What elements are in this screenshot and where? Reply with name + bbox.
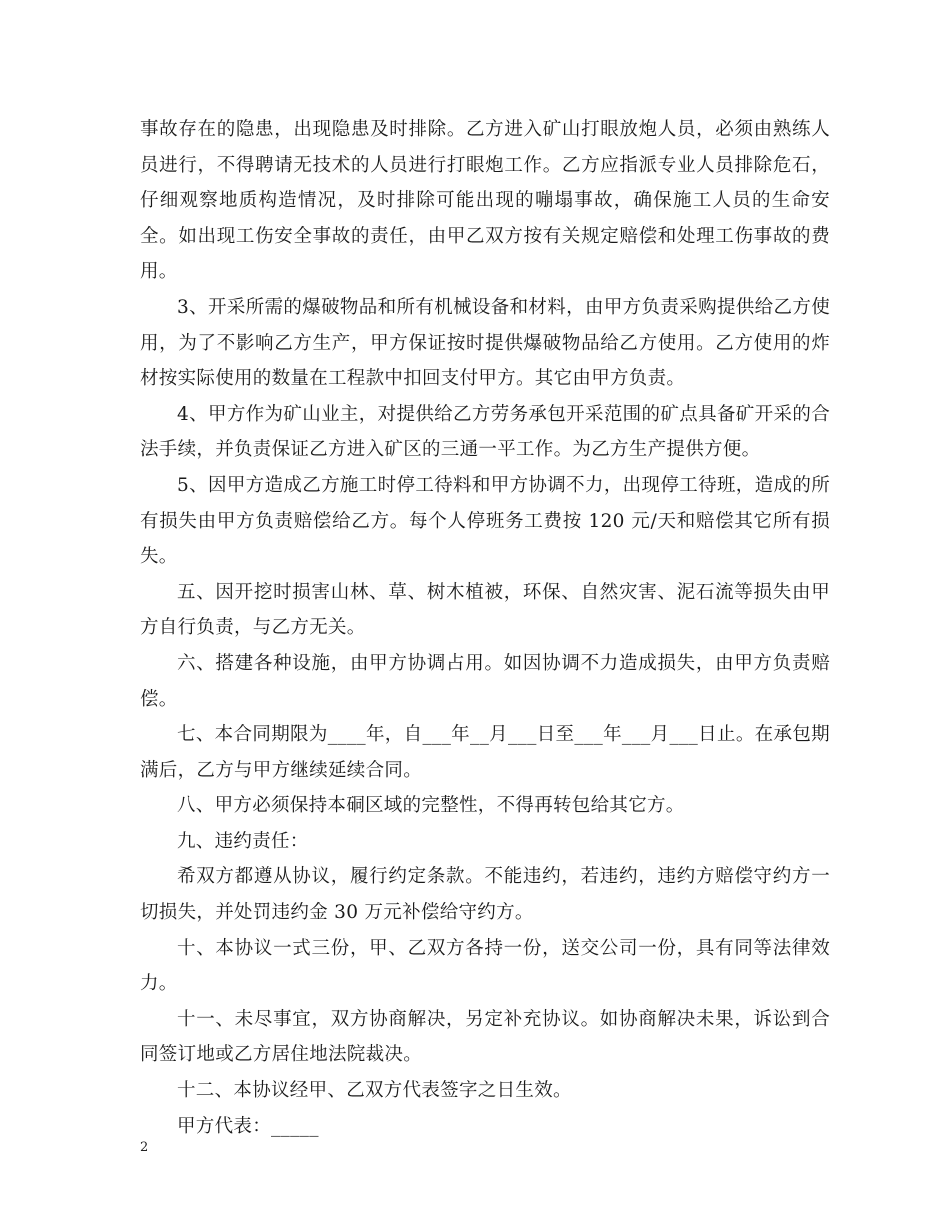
paragraph-section-11: 十一、未尽事宜，双方协商解决，另定补充协议。如协商解决未果，诉讼到合同签订地或乙方居住地法院裁决。 [140,1008,830,1066]
paragraph-section-12: 十二、本协议经甲、乙双方代表签字之日生效。 [177,1080,572,1102]
paragraph-clause-3: 3、开采所需的爆破物品和所有机械设备和材料，由甲方负责采购提供给乙方使用，为了不影响乙方生产，甲方保证按时提供爆破物品给乙方使用。乙方使用的炸材按实际使用的数量在工程款中扣回支付甲方。其它由甲方负责。 [140,296,830,390]
document-body [140,112,830,1144]
paragraph-clause-5: 5、因甲方造成乙方施工时停工待料和甲方协调不力，出现停工待班，造成的所有损失由甲方负责赔偿给乙方。每个人停班务工费按 120 元/天和赔偿其它所有损失。 [140,474,830,568]
paragraph-section-8: 八、甲方必须保持本硐区域的完整性，不得再转包给其它方。 [177,795,685,817]
paragraph-clause-4: 4、甲方作为矿山业主，对提供给乙方劳务承包开采范围的矿点具备矿开采的合法手续，并负责保证乙方进入矿区的三通一平工作。为乙方生产提供方便。 [140,403,830,461]
paragraph-section-7: 七、本合同期限为____年，自___年__月___日至___年___月___日止。在承包期满后，乙方与甲方继续延续合同。 [140,724,830,781]
paragraph-section-6: 六、搭建各种设施，由甲方协调占用。如因协调不力造成损失，由甲方负责赔偿。 [140,652,830,710]
paragraph-hazard-continuation: 事故存在的隐患，出现隐患及时排除。乙方进入矿山打眼放炮人员，必须由熟练人员进行，不得聘请无技术的人员进行打眼炮工作。乙方应指派专业人员排除危石，仔细观察地质构造情况，及时排除可能出现的嘣塌事故，确保施工人员的生命安全。如出现工伤安全事故的责任，由甲乙双方按有关规定赔偿和处理工伤事故的费用。 [140,119,830,283]
page-number: 2 [140,1140,149,1155]
paragraph-section-9-body: 希双方都遵从协议，履行约定条款。不能违约，若违约，违约方赔偿守约方一切损失，并处罚违约金 30 万元补偿给守约方。 [140,866,830,924]
signature-line-party-a: 甲方代表：_____ [177,1115,319,1137]
paragraph-section-5: 五、因开挖时损害山林、草、树木植被，环保、自然灾害、泥石流等损失由甲方自行负责，与乙方无关。 [140,581,830,639]
paragraph-section-9-heading: 九、违约责任： [177,830,309,852]
paragraph-section-10: 十、本协议一式三份，甲、乙双方各持一份，送交公司一份，具有同等法律效力。 [140,937,830,995]
